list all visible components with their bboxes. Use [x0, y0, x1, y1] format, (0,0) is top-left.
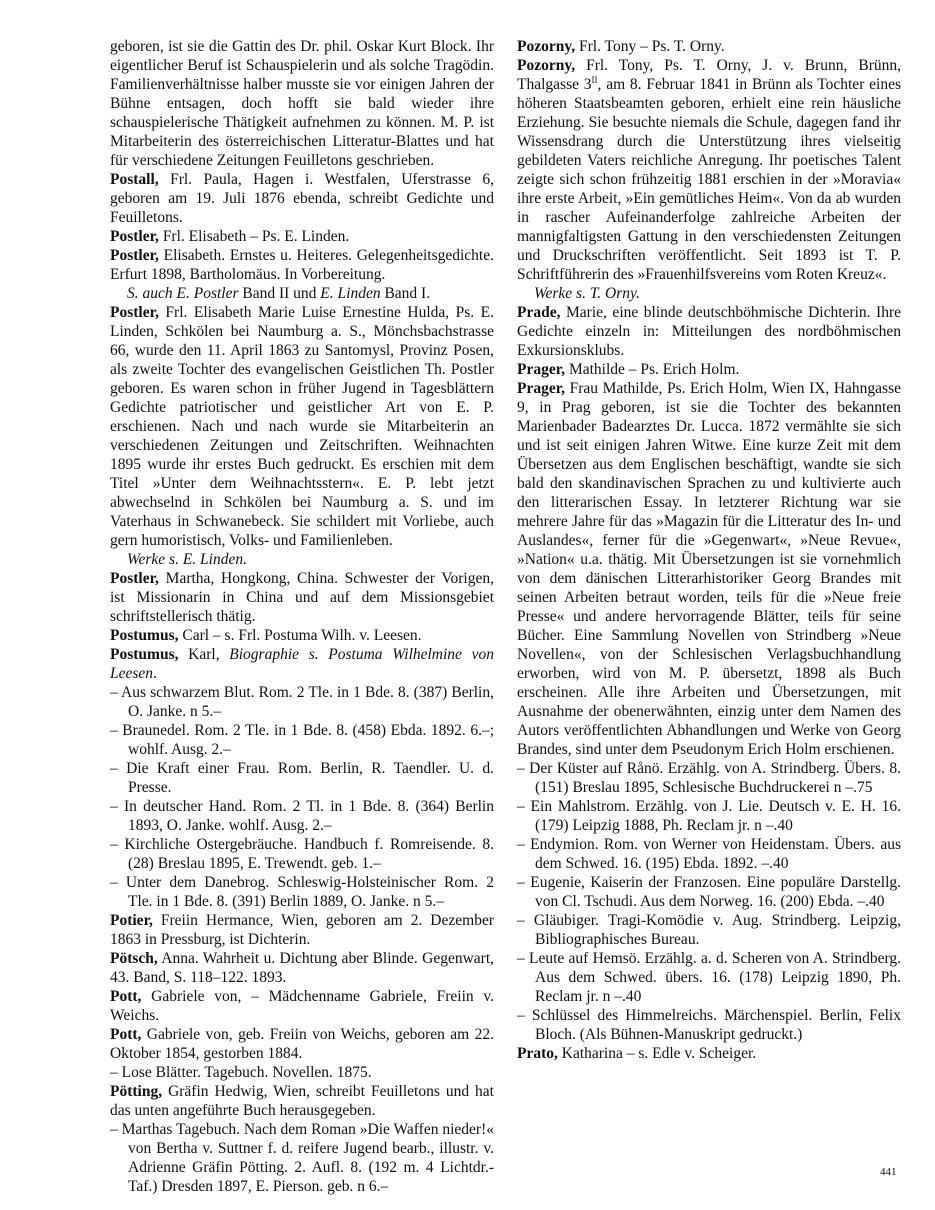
- entry-body: Gabriele von, – Mädchenname Gabriele, Freiin v. Weichs.: [110, 988, 494, 1024]
- work-item: – Der Küster auf Rånö. Erzählg. von A. Strindberg. Übers. 8. (151) Breslau 1895, Schlesische Buchdruckerei n –.75: [517, 760, 901, 796]
- entry-body: Frl. Tony – Ps. T. Orny.: [575, 38, 725, 55]
- work-item: – Unter dem Danebrog. Schleswig-Holsteinischer Rom. 2 Tle. in 1 Bde. 8. (391) Berlin 1889, O. Janke. n 5.–: [110, 874, 494, 910]
- work-item: – Gläubiger. Tragi-Komödie v. Aug. Strindberg. Leipzig, Bibliographisches Bureau.: [517, 912, 901, 948]
- work-item: – Die Kraft einer Frau. Rom. Berlin, R. Taendler. U. d. Presse.: [110, 760, 494, 796]
- entry-head: Pozorny,: [517, 57, 576, 74]
- entry: [110, 303, 494, 550]
- work-item: – Eugenie, Kaiserin der Franzosen. Eine populäre Darstellg. von Cl. Tschudi. Aus dem Norweg. 16. (200) Ebda. –.40: [517, 874, 901, 910]
- work-item: – In deutscher Hand. Rom. 2 Tl. in 1 Bde. 8. (364) Berlin 1893, O. Janke. wohlf. Ausg. 2.–: [110, 798, 494, 834]
- entry-head: Pott,: [110, 988, 142, 1005]
- entry: [110, 246, 494, 284]
- cross-reference: Werke s. T. Orny.: [534, 285, 640, 302]
- work-item: – Schlüssel des Himmelreichs. Märchenspiel. Berlin, Felix Bloch. (Als Bühnen-Manuskript gedruckt.): [517, 1007, 901, 1043]
- entry-head: Prager,: [517, 361, 566, 378]
- entry: [517, 1044, 901, 1063]
- entry-head: Pott,: [110, 1026, 142, 1043]
- work-item: – Aus schwarzem Blut. Rom. 2 Tle. in 1 Bde. 8. (387) Berlin, O. Janke. n 5.–: [110, 684, 494, 720]
- left-column: [110, 37, 494, 1196]
- entry-body: Elisabeth. Ernstes u. Heiteres. Gelegenheitsgedichte. Erfurt 1898, Bartholomäus. In Vorbereitung.: [110, 247, 494, 283]
- entry-head: Potier,: [110, 912, 153, 929]
- entry: [110, 1025, 494, 1063]
- entry-head: Pötsch,: [110, 950, 158, 967]
- entry-body: Mathilde – Ps. Erich Holm.: [565, 361, 740, 378]
- entry: Postumus, Karl, Biographie s. Postuma Wilhelmine von Leesen.: [110, 646, 494, 682]
- entry: [517, 379, 901, 759]
- entry-head: Pötting,: [110, 1083, 163, 1100]
- entry-body: Martha, Hongkong, China. Schwester der Vorigen, ist Missionarin in China und auf dem Missionsgebiet schriftstellerisch thätig.: [110, 570, 494, 625]
- entry: [110, 949, 494, 987]
- entry-head: Prager,: [517, 380, 566, 397]
- entry-head: Postler,: [110, 228, 159, 245]
- entry-body: Carl – s. Frl. Postuma Wilh. v. Leesen.: [178, 627, 422, 644]
- entry: [517, 37, 901, 56]
- work-item: – Kirchliche Ostergebräuche. Handbuch f. Romreisende. 8. (28) Breslau 1895, E. Trewendt. geb. 1.–: [110, 836, 494, 872]
- entry-body: Katharina – s. Edle v. Scheiger.: [557, 1045, 757, 1062]
- work-item: – Endymion. Rom. von Werner von Heidenstam. Übers. aus dem Schwed. 16. (195) Ebda. 1892. –.40: [517, 836, 901, 872]
- work-item: – Ein Mahlstrom. Erzählg. von J. Lie. Deutsch v. E. H. 16. (179) Leipzig 1888, Ph. Reclam jr. n –.40: [517, 798, 901, 834]
- entry: [110, 569, 494, 626]
- entry-body: Gabriele von, geb. Freiin von Weichs, geboren am 22. Oktober 1854, gestorben 1884.: [110, 1026, 494, 1062]
- entry-body: Anna. Wahrheit u. Dichtung aber Blinde. Gegenwart, 43. Band, S. 118–122. 1893.: [110, 950, 494, 986]
- entry-head: Postler,: [110, 304, 159, 321]
- entry-body: Marie, eine blinde deutschböhmische Dichterin. Ihre Gedichte einzeln in: Mitteilungen des nordböhmischen Exkursionsklubs.: [517, 304, 901, 359]
- entry-head: Postumus,: [110, 627, 179, 644]
- entry: [110, 1082, 494, 1120]
- entry: [110, 170, 494, 227]
- entry-body: Frl. Elisabeth Marie Luise Ernestine Hulda, Ps. E. Linden, Schkölen bei Naumburg a. S., Mönchsbachstrasse 66, wurde den 11. April 1863 zu Santomysl, Provinz Posen, als zweite Tochter des evangelischen Geistlichen Th. Postler geboren. Es waren schon in früher Jugend in Tagesblättern Gedichte patriotischer und geistlicher Art von E. P. erschienen. Nach und nach wurde sie Mitarbeiterin an verschiedenen Zeitungen und Zeitschriften. Weihnachten 1895 wurde ihr erstes Buch gedruckt. Es erschien mit dem Titel »Unter dem Weihnachtsstern«. E. P. lebt jetzt abwechselnd in Schkölen bei Naumburg a. S. und im Vaterhaus in Schwanebeck. Sie schildert mit Vorliebe, auch gern humoristisch, Volks- und Familienleben.: [110, 304, 494, 549]
- entry: [110, 227, 494, 246]
- cross-reference: S. auch E. Postler Band II und E. Linden Band I.: [127, 285, 431, 302]
- entry-head: Pozorny,: [517, 38, 576, 55]
- entry-body: Frl. Paula, Hagen i. Westfalen, Uferstrasse 6, geboren am 19. Juli 1876 ebenda, schreibt Gedichte und Feuilletons.: [110, 171, 494, 226]
- page-number: 441: [880, 1166, 897, 1178]
- entry: [110, 626, 494, 645]
- entry-body: Freiin Hermance, Wien, geboren am 2. Dezember 1863 in Pressburg, ist Dichterin.: [110, 912, 494, 948]
- entry-body: Frau Mathilde, Ps. Erich Holm, Wien IX, Hahngasse 9, in Prag geboren, ist sie die Tochter des bekannten Marienbader Badearztes Dr. Lucca. 1872 vermählte sie sich und ist seit einigen Jahren Witwe. Eine kurze Zeit mit dem Übersetzen aus dem Englischen beschäftigt, wandte sie sich bald den skandinavischen Sprachen zu und kultivierte auch den litterarischen Essay. In letzterer Richtung war sie mehrere Jahre für das »Magazin für die Litteratur des In- und Auslandes«, ferner für die »Gegenwart«, »Neue Revue«, »Nation« u.a. thätig. Mit Übersetzungen ist sie vornehmlich von dem dänischen Litterarhistoriker Georg Brandes mit seinen Arbeiten betraut worden, teils für die »Neue freie Presse« und andere hervorragende Blätter, teils für seine Bücher. Eine Sammlung Novellen von Strindberg »Neue Novellen«, von der Schlesischen Verlagsbuchhandlung erworben, wird von M. P. übersetzt, 1898 als Buch erscheinen. Alle ihre Arbeiten und Übersetzungen, mit Ausnahme der obenerwähnten, einzig unter dem Namen des Autors veröffentlichten Abhandlungen und Werke von Georg Brandes, sind unter dem Pseudonym Erich Holm erschienen.: [517, 380, 901, 758]
- entry-head: Postumus,: [110, 646, 179, 663]
- entry-head: Postall,: [110, 171, 159, 188]
- entry: [517, 360, 901, 379]
- entry: [110, 987, 494, 1025]
- right-column: [517, 37, 901, 1063]
- entry-body: Gräfin Hedwig, Wien, schreibt Feuilletons und hat das unten angeführte Buch herausgegeben.: [110, 1083, 494, 1119]
- work-item: – Leute auf Hemsö. Erzählg. a. d. Scheren von A. Strindberg. Aus dem Schwed. übers. 16. (178) Leipzig 1890, Ph. Reclam jr. n –.40: [517, 950, 901, 1005]
- entry-body: Frl. Elisabeth – Ps. E. Linden.: [158, 228, 350, 245]
- work-item: – Lose Blätter. Tagebuch. Novellen. 1875.: [110, 1064, 372, 1081]
- entry: Pozorny, Frl. Tony, Ps. T. Orny, J. v. Brunn, Brünn, Thalgasse $3^{II}$, am 8. Februar 1841 in Brünn als Tochter eines höheren Staatsbeamten geboren, erhielt eine rein häusliche Erziehung. Sie besuchte niemals die Schule, dagegen fand ihr Wissensdrang durch die Unterstützung ihres vielseitig gebildeten Vaters reichliche Anregung. Ihr poetisches Talent zeigte sich schon frühzeitig 1881 erschien in der »Moravia« ihre erste Arbeit, »Ein gemütliches Heim«. Von da ab wurden in rascher Aufeinanderfolge zahlreiche Arbeiten der mannigfaltigsten Gattung in den verschiedensten Zeitungen und Druckschriften veröffentlicht. Seit 1893 ist T. P. Schriftführerin des »Frauenhilfsvereins vom Roten Kreuz«.: [517, 57, 901, 283]
- work-item: – Marthas Tagebuch. Nach dem Roman »Die Waffen nieder!« von Bertha v. Suttner f. d. reifere Jugend bearb., illustr. v. Adrienne Gräfin Pötting. 2. Aufl. 8. (192 m. 4 Lichtdr.-Taf.) Dresden 1897, E. Pierson. geb. n 6.–: [110, 1121, 494, 1195]
- entry: [517, 303, 901, 360]
- work-item: – Braunedel. Rom. 2 Tle. in 1 Bde. 8. (458) Ebda. 1892. 6.–; wohlf. Ausg. 2.–: [110, 722, 494, 758]
- entry-head: Prade,: [517, 304, 561, 321]
- entry-head: Postler,: [110, 570, 159, 587]
- cross-reference: Werke s. E. Linden.: [127, 551, 247, 568]
- entry-head: Postler,: [110, 247, 159, 264]
- entry: [110, 911, 494, 949]
- paragraph: geboren, ist sie die Gattin des Dr. phil. Oskar Kurt Block. Ihr eigentlicher Beruf ist Schauspielerin und als solche Tragödin. Familienverhältnisse halber musste sie vor einigen Jahren der Bühne entsagen, doch hofft sie bald wieder ihre schauspielerische Thätigkeit aufnehmen zu können. M. P. ist Mitarbeiterin des österreichischen Litteratur-Blattes und hat für verschiedene Zeitungen Feuilletons geschrieben.: [110, 38, 494, 169]
- entry-head: Prato,: [517, 1045, 558, 1062]
